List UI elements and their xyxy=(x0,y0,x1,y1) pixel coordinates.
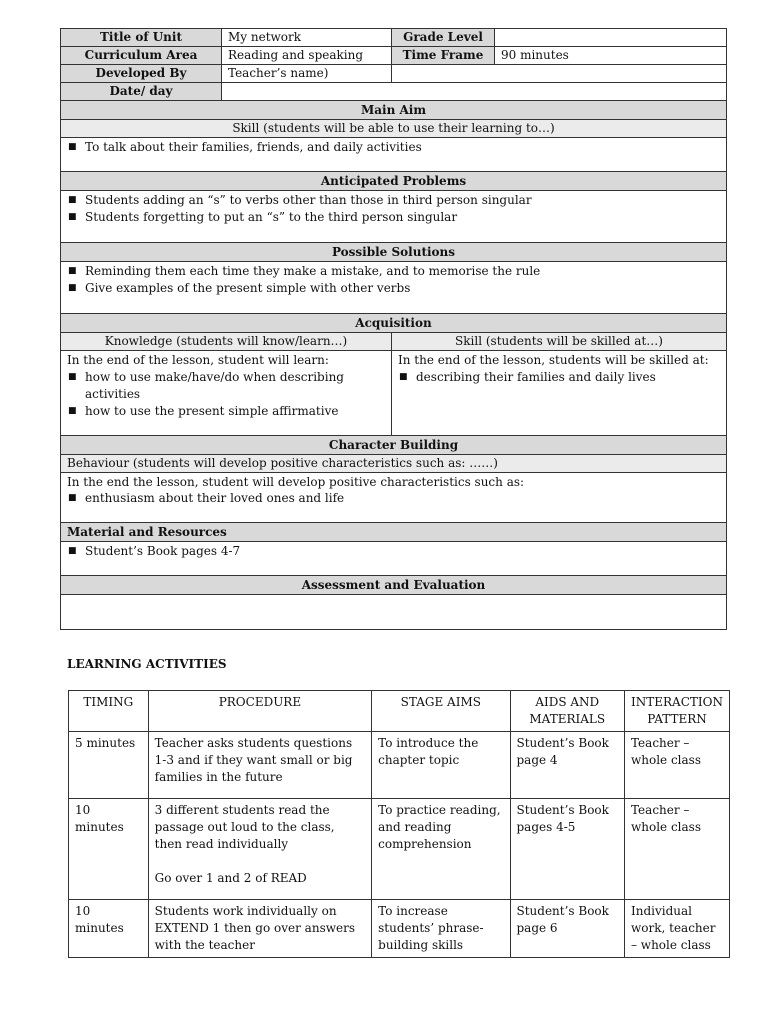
anticipated-problems-body xyxy=(61,191,726,242)
list-item: ■ describing their families and daily lives xyxy=(399,370,656,384)
list-item: ■ enthusiasm about their loved ones and life xyxy=(68,491,345,505)
knowledge-intro: In the end of the lesson, student will learn: xyxy=(67,353,329,367)
date-label: Date/ day xyxy=(61,83,222,100)
table-row xyxy=(69,900,730,958)
curriculum-value: Reading and speaking xyxy=(222,47,392,64)
learning-activities-title: LEARNING ACTIVITIES xyxy=(67,657,227,671)
cell-aids: Student’s Book page 6 xyxy=(510,900,624,958)
main-aim-list xyxy=(67,139,720,156)
bullet-icon: ■ xyxy=(68,266,77,276)
cell-aids: Student’s Book page 4 xyxy=(510,732,624,799)
list-item: ■ To talk about their families, friends, and daily activities xyxy=(68,140,422,154)
developed-by-value: Teacher’s name) xyxy=(222,65,392,82)
bullet-icon: ■ xyxy=(68,493,77,503)
skill-label: Skill (students will be skilled at…) xyxy=(392,333,726,350)
cell-interaction: Teacher – whole class xyxy=(624,799,729,900)
knowledge-label: Knowledge (students will know/learn…) xyxy=(61,333,392,350)
anticipated-problems-list xyxy=(67,192,720,226)
main-aim-header: Main Aim xyxy=(61,101,726,119)
cell-procedure: Students work individually on EXTEND 1 then go over answers with the teacher xyxy=(148,900,371,958)
cell-interaction: Teacher – whole class xyxy=(624,732,729,799)
cell-aids: Student’s Book pages 4-5 xyxy=(510,799,624,900)
bullet-icon: ■ xyxy=(399,372,408,382)
cell-interaction: Individual work, teacher – whole class xyxy=(624,900,729,958)
cell-procedure xyxy=(148,799,371,900)
info-row-date xyxy=(61,83,726,101)
developed-by-label: Developed By xyxy=(61,65,222,82)
title-value: My network xyxy=(222,29,392,46)
cell-timing: 5 minutes xyxy=(69,732,149,799)
title-label: Title of Unit xyxy=(61,29,222,46)
bullet-icon: ■ xyxy=(68,283,77,293)
grade-label: Grade Level xyxy=(392,29,495,46)
bullet-icon: ■ xyxy=(68,406,77,416)
character-building-body xyxy=(61,473,726,522)
acquisition-body xyxy=(61,351,726,436)
cell-timing: 10 minutes xyxy=(69,799,149,900)
behaviour-label: Behaviour (students will develop positive characteristics such as: ……) xyxy=(61,455,726,472)
list-item: ■ Reminding them each time they make a mistake, and to memorise the rule xyxy=(68,264,541,278)
info-row-title xyxy=(61,29,726,47)
list-item: ■ Students forgetting to put an “s” to the third person singular xyxy=(68,210,458,224)
bullet-icon: ■ xyxy=(68,142,77,152)
materials-header: Material and Resources xyxy=(61,523,726,541)
cell-stage-aims: To introduce the chapter topic xyxy=(372,732,510,799)
grade-value xyxy=(495,29,726,46)
skill-body xyxy=(392,351,726,435)
cell-procedure: Teacher asks students questions 1-3 and if they want small or big families in the future xyxy=(148,732,371,799)
anticipated-problems-header: Anticipated Problems xyxy=(61,172,726,190)
skill-list xyxy=(398,369,720,386)
bullet-icon: ■ xyxy=(68,195,77,205)
col-header-procedure: PROCEDURE xyxy=(148,691,371,732)
col-header-stage-aims: STAGE AIMS xyxy=(372,691,510,732)
knowledge-list xyxy=(67,369,385,420)
possible-solutions-list xyxy=(67,263,720,297)
main-aim-body xyxy=(61,138,726,171)
list-item: ■ how to use make/have/do when describing activities xyxy=(68,370,344,401)
character-intro: In the end the lesson, student will develop positive characteristics such as: xyxy=(67,475,525,489)
date-value xyxy=(222,83,726,100)
table-header-row xyxy=(69,691,730,732)
list-item: ■ Students adding an “s” to verbs other than those in third person singular xyxy=(68,193,532,207)
procedure-extra-text: Go over 1 and 2 of READ xyxy=(154,871,307,885)
cell-stage-aims: To increase students’ phrase-building skills xyxy=(372,900,510,958)
possible-solutions-header: Possible Solutions xyxy=(61,243,726,261)
bullet-icon: ■ xyxy=(68,546,77,556)
main-aim-skill-label: Skill (students will be able to use their learning to…) xyxy=(61,120,726,137)
curriculum-label: Curriculum Area xyxy=(61,47,222,64)
col-header-aids: AIDS AND MATERIALS xyxy=(510,691,624,732)
developed-by-blank xyxy=(392,65,726,82)
time-frame-label: Time Frame xyxy=(392,47,495,64)
possible-solutions-body xyxy=(61,262,726,313)
list-item: ■ how to use the present simple affirmative xyxy=(68,404,339,418)
character-list xyxy=(67,490,720,506)
knowledge-body xyxy=(61,351,392,435)
col-header-interaction: INTERACTION PATTERN xyxy=(624,691,729,732)
col-header-timing: TIMING xyxy=(69,691,149,732)
lesson-plan-table xyxy=(60,28,727,630)
procedure-text: 3 different students read the passage out loud to the class, then read individually xyxy=(154,803,335,851)
skill-intro: In the end of the lesson, students will be skilled at: xyxy=(398,353,709,367)
assessment-header: Assessment and Evaluation xyxy=(61,576,726,594)
learning-activities-table xyxy=(68,690,730,958)
cell-timing: 10 minutes xyxy=(69,900,149,958)
acquisition-subheaders xyxy=(61,333,726,351)
table-row xyxy=(69,732,730,799)
bullet-icon: ■ xyxy=(68,372,77,382)
acquisition-header: Acquisition xyxy=(61,314,726,332)
info-row-curriculum xyxy=(61,47,726,65)
table-row xyxy=(69,799,730,900)
list-item: ■ Give examples of the present simple with other verbs xyxy=(68,281,411,295)
materials-body xyxy=(61,542,726,575)
bullet-icon: ■ xyxy=(68,212,77,222)
time-frame-value: 90 minutes xyxy=(501,48,569,62)
list-item: ■ Student’s Book pages 4-7 xyxy=(68,544,241,558)
character-building-header: Character Building xyxy=(61,436,726,454)
info-row-developed xyxy=(61,65,726,83)
materials-list xyxy=(67,543,720,560)
assessment-body xyxy=(61,595,726,629)
cell-stage-aims: To practice reading, and reading comprehension xyxy=(372,799,510,900)
